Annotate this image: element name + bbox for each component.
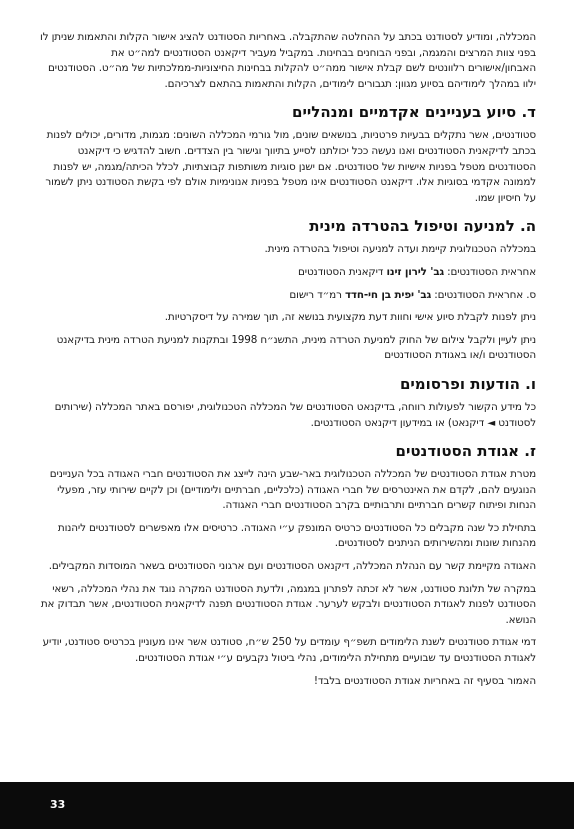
contact-line-dean: אחראית הסטודנטים: גב' לירון זינו דיקאנית הסטודנטים xyxy=(298,265,536,278)
paragraph: במכללה הטכנולוגית קיימת ועדה למניעה וטיפול בהטרדה מינית. xyxy=(264,243,536,256)
paragraph: כל מידע הקשור לפעולות רווחה, בדיקנאט הסטודנטים של המכללה הטכנולוגית, יפורסם באתר המכללה (שירותים לסטודנט ◄ דיקנאט) או במידעון דיקנאט הסטודנטים. xyxy=(54,400,536,429)
paragraph: מטרת אגודת הסטודנטים של המכללה הטכנולוגית באר-שבע הינה לייצג את הסטודנטים חברי האגודה בכל העניינים הנוגעים להם, לקדם את האינטרסים של חברי האגודה (כלכליים, חברתיים ולימודיים) וכן לקיים שירותי עזר, מפעלי הנחות ופיתוח קשרים חברתיים ותרבותיים בקרב הסטודנטים חברי האגודה. xyxy=(49,468,536,512)
section-student-union xyxy=(40,442,536,689)
section-title-academic-support: ד. סיוע בעניינים אקדמיים ומנהליים xyxy=(292,103,536,122)
section-title-student-union: ז. אגודת הסטודנטים xyxy=(395,442,536,461)
page-number: 33 xyxy=(50,798,66,811)
contact-name-dean: גב' לירון זינו xyxy=(386,265,444,278)
paragraph: ניתן לעיין ולקבל צילום של החוק למניעת הטרדה מינית, התשנ״ח 1998 ובתקנות למניעת הטרדה מינית בדיקאנט הסטודנטים ו/או באגודת הסטודנטים xyxy=(56,333,536,362)
section-title-announcements: ו. הודעות ופרסומים xyxy=(399,374,536,393)
section-title-harassment: ה. למניעה וטיפול בהטרדה מינית xyxy=(309,217,536,236)
paragraph: האגודה מקיימת קשר עם הנהלת המכללה, דיקנאט הסטודנטים ועם ארגוני הסטודנטים בשאר המוסדות המקבילים. xyxy=(48,560,536,573)
section-announcements xyxy=(40,375,536,431)
paragraph: דמי אגודת סטודנטים לשנת הלימודים תשפ״ף עומדים על 250 ש״ח, סטודנט אשר אינו מעוניין בכרטיס סטודנט, יודיע לאגודת הסטודנטים עד שבועיים מתחילת הלימודים, נהלי ביטול נקבעים ע״י אגודת הסטודנטים. xyxy=(42,636,536,665)
contact-name-deputy: גב' יפית בן חי-חדד xyxy=(344,288,432,301)
section-academic-support xyxy=(40,103,536,206)
document-body xyxy=(40,30,536,696)
section-harassment xyxy=(40,217,536,364)
intro-paragraph: המכללה, ומודיע לסטודנט בכתב על ההחלטה שהתקבלה. באחריות הסטודנט להציג אישור הקלות והתאמות שניתן לו בפני צוות המרצים והמגמה, ובפני הבוחנים בבחינות. במקביל מעביר דיקאנט הסטודנטים למה״ט את האבחון/אישורים רלוונטים לשם קבלת אישור ממה״ט להקלות בבחינות החיצוניות-ממלכתיות של מה״ט. הסטודנטים ילוו במהלך לימודיהם בסיוע מגוון: תגבורים לימודים, הקלות והתאמות בהתאם לצרכיהם. xyxy=(40,31,536,90)
paragraph: בתחילת כל שנה מקבלים כל הסטודנטים כרטיס המונפק ע״י האגודה. כרטיסים אלו מאפשרים לסטודנטים ליהנות מהנחות שונות ומהשירותים הניתנים לסטודנטים. xyxy=(57,521,536,550)
paragraph: האמור בסעיף זה באחריות אגודת הסטודנטים בלבד! xyxy=(313,674,536,687)
contact-line-deputy: ס. אחראית הסטודנטים: גב' יפית בן חי-חדד רמ״ד רישום xyxy=(289,288,536,301)
page-footer xyxy=(0,782,574,829)
paragraph: סטודנטים, אשר נתקלים בבעיות פרטניות, בנושאים שונים, מול גורמי המכללה השונים: מגמות, מדורים, יכולים לפנות בכתב לדיקאנית הסטודנטים ואנו נעשה ככל יכולתנו לסייע בתיווך וגישור בין הצדדים. חשוב להדגיש כי דיקאנט הסטודנטים מטפל בפניות אישיות של סטודנטים. אם ישנן סוגיות משותפות קבוצתיות, לכלל הכיתה/מגמה, יש לפנות לממונה אקדמי בסוגיות אלו. דיקאנט הסטודנטים אינו מטפל בפניות אנונימיות אולם לפי בקשת הסטודנט ניתן לשמור על חיסיון שמו. xyxy=(45,129,536,204)
paragraph: במקרה של תלונת סטודנט, אשר לא זכתה לפתרון במגמה, ולדעת הסטודנט המקרה נוגד את נהלי המכללה, רשאי הסטודנט לפנות לאגודת הסטודנטים ולבקש לערער. אגודת הסטודנטים תפנה לדיקאנית הסטודנטים, אשר תבדוק את הנושא. xyxy=(40,582,536,626)
paragraph: ניתן לפנות לקבלת סיוע אישי וחוות דעת מקצועית בנושא זה, תוך שמירה על דיסקרטיות. xyxy=(164,311,536,324)
